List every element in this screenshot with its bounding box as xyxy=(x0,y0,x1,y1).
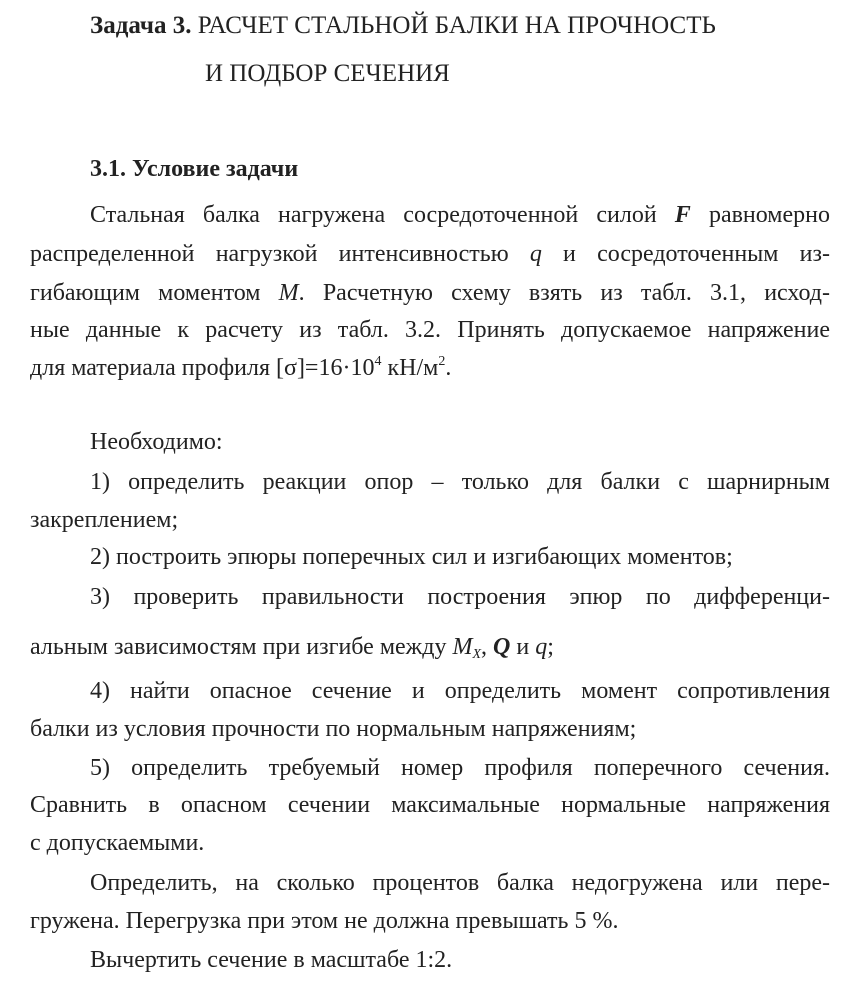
exponent: 4 xyxy=(374,354,382,369)
symbol-M: M xyxy=(452,634,473,660)
condition-line-4: ные данные к расчету из табл. 3.2. Принять допускаемое напряжение xyxy=(30,317,830,343)
text: распределенной нагрузкой интенсивностью xyxy=(30,241,509,267)
text: . xyxy=(445,355,452,381)
condition-line-5 xyxy=(30,351,830,385)
item-5-line-1: 5) определить требуемый номер профиля поперечного сечения. xyxy=(90,755,830,781)
condition-line-3 xyxy=(30,276,830,310)
task-title-line2: И ПОДБОР СЕЧЕНИЯ xyxy=(205,60,450,87)
section-heading: 3.1. Условие задачи xyxy=(90,156,299,182)
item-5-line-3: с допускаемыми. xyxy=(30,830,205,856)
text: гибающим моментом xyxy=(30,280,261,306)
symbol-Q: Q xyxy=(493,634,511,660)
text: и сосредоточенным из- xyxy=(563,241,830,267)
task-label: Задача 3. xyxy=(90,12,192,39)
item-1-line-2: закреплением; xyxy=(30,507,179,533)
text: Стальная балка нагружена сосредоточенной силой xyxy=(90,202,657,228)
text: альным зависимостям при изгибе между xyxy=(30,634,447,660)
text: кН/м xyxy=(387,355,439,381)
text: ; xyxy=(547,634,554,660)
text: . Расчетную схему взять из табл. 3.1, исход- xyxy=(298,280,830,306)
condition-line-2 xyxy=(30,237,830,271)
document-page xyxy=(30,0,830,1000)
final-paragraph-line-1: Определить, на сколько процентов балка недогружена или пере- xyxy=(90,870,830,896)
task-title xyxy=(90,10,716,42)
symbol-M: M xyxy=(278,280,299,306)
item-1-line-1: 1) определить реакции опор – только для балки с шарнирным xyxy=(90,469,830,495)
exponent: 2 xyxy=(438,354,446,369)
required-heading: Необходимо: xyxy=(90,429,223,455)
symbol-q: q xyxy=(529,241,542,267)
item-3-line-1: 3) проверить правильности построения эпюр по дифференци- xyxy=(90,584,830,610)
item-3-line-2 xyxy=(30,630,830,664)
condition-line-1 xyxy=(30,198,830,232)
item-4-line-2: балки из условия прочности по нормальным напряжениям; xyxy=(30,716,637,742)
task-title-line1: РАСЧЕТ СТАЛЬНОЙ БАЛКИ НА ПРОЧНОСТЬ xyxy=(197,12,716,39)
symbol-q: q xyxy=(535,634,548,660)
final-paragraph-line-2: гружена. Перегрузка при этом не должна превышать 5 %. xyxy=(30,908,619,934)
text: равномерно xyxy=(708,202,830,228)
text: для материала профиля [σ]=16·10 xyxy=(30,355,375,381)
symbol-F: F xyxy=(674,202,691,228)
item-5-line-2: Сравнить в опасном сечении максимальные нормальные напряжения xyxy=(30,792,830,818)
item-2: 2) построить эпюры поперечных сил и изгибающих моментов; xyxy=(90,544,733,570)
text: и xyxy=(516,634,530,660)
final-paragraph-2: Вычертить сечение в масштабе 1:2. xyxy=(90,947,453,973)
text: , xyxy=(481,634,488,660)
subscript: X xyxy=(472,647,482,662)
item-4-line-1: 4) найти опасное сечение и определить момент сопротивления xyxy=(90,678,830,704)
